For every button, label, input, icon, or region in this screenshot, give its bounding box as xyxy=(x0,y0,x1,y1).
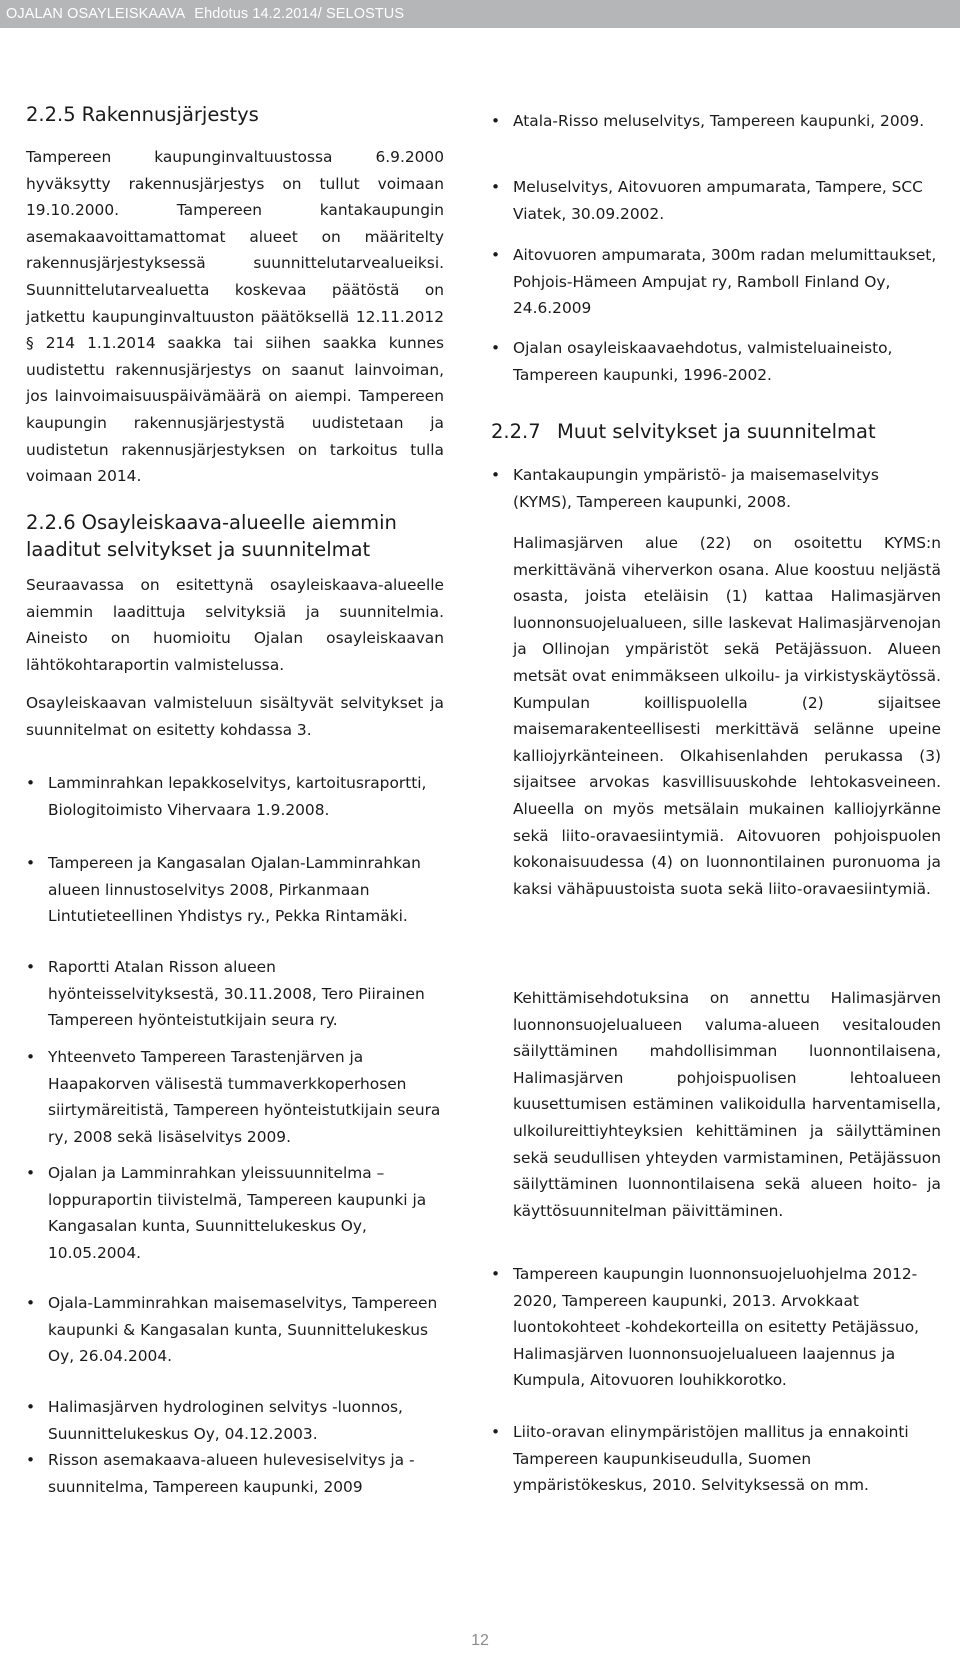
list-item xyxy=(26,954,444,1034)
bullet-icon: • xyxy=(26,1451,36,1469)
list-item xyxy=(26,1447,444,1500)
bullet-icon: • xyxy=(26,958,36,976)
header-title: OJALAN OSAYLEISKAAVA xyxy=(6,6,186,22)
section-heading-2-2-7 xyxy=(491,418,941,445)
list-item-text: Ojalan osayleiskaavaehdotus, valmisteluaineisto, Tampereen kaupunki, 1996-2002. xyxy=(513,339,893,384)
list-item-text: Meluselvitys, Aitovuoren ampumarata, Tampere, SCC Viatek, 30.09.2002. xyxy=(513,178,923,223)
page-number: 12 xyxy=(471,1632,489,1649)
list-item xyxy=(26,1160,444,1266)
list-item-text: Tampereen ja Kangasalan Ojalan-Lamminrahkan alueen linnustoselvitys 2008, Pirkanmaan Lintutieteellinen Yhdistys ry., Pekka Rintamäki. xyxy=(48,854,421,926)
bullet-icon: • xyxy=(491,339,501,357)
list-item-text: Lamminrahkan lepakkoselvitys, kartoitusraportti, Biologitoimisto Vihervaara 1.9.2008. xyxy=(48,774,427,819)
section-title: Rakennusjärjestys xyxy=(81,103,259,126)
section-title: Osayleiskaava-alueelle aiemmin laaditut selvitykset ja suunnitelmat xyxy=(26,511,397,561)
list-item xyxy=(491,1419,941,1499)
bullet-icon: • xyxy=(491,112,501,130)
running-header xyxy=(0,0,960,28)
bullet-icon: • xyxy=(491,466,501,484)
list-item-text: Atala-Risso meluselvitys, Tampereen kaupunki, 2009. xyxy=(513,112,925,130)
section-2-2-6-paragraph-2: Osayleiskaavan valmisteluun sisältyvät selvitykset ja suunnitelmat on esitetty kohdassa 3. xyxy=(26,694,444,739)
list-item xyxy=(26,770,444,823)
list-item-text: Kantakaupungin ympäristö- ja maisemaselvitys (KYMS), Tampereen kaupunki, 2008. xyxy=(513,466,879,511)
section-number: 2.2.7 xyxy=(491,420,541,443)
list-item xyxy=(491,1261,941,1394)
bullet-icon: • xyxy=(26,774,36,792)
list-item-text: Risson asemakaava-alueen hulevesiselvitys ja -suunnitelma, Tampereen kaupunki, 2009 xyxy=(48,1451,415,1496)
bullet-icon: • xyxy=(26,854,36,872)
list-item xyxy=(26,1290,444,1370)
section-2-2-6-paragraph-1: Seuraavassa on esitettynä osayleiskaava-alueelle aiemmin laadittuja selvityksiä ja suunnitelmia. Aineisto on huomioitu Ojalan osayleiskaavan lähtökohtaraportin valmistelussa. xyxy=(26,576,444,674)
list-item xyxy=(26,1394,444,1447)
header-subtitle: Ehdotus 14.2.2014/ SELOSTUS xyxy=(194,6,405,22)
bullet-icon: • xyxy=(491,1265,501,1283)
section-title: Muut selvitykset ja suunnitelmat xyxy=(557,420,876,443)
list-item-text: Yhteenveto Tampereen Tarastenjärven ja Haapakorven välisestä tummaverkkoperhosen siirtymäreitistä, Tampereen hyönteistutkijain seura ry, 2008 sekä lisäselvitys 2009. xyxy=(48,1048,441,1146)
list-item-text: Halimasjärven hydrologinen selvitys -luonnos, Suunnittelukeskus Oy, 04.12.2003. xyxy=(48,1398,403,1443)
bullet-icon: • xyxy=(491,178,501,196)
bullet-icon: • xyxy=(26,1294,36,1312)
bullet-icon: • xyxy=(491,246,501,264)
list-item xyxy=(491,335,941,388)
kyms-paragraph-2: Kehittämisehdotuksina on annettu Halimasjärven luonnonsuojelualueen valuma-alueen vesitalouden säilyttäminen mahdollisimman luonnontilaisena, Halimasjärven pohjoispuolisen lehtoalueen kuusettumisen estäminen valikoidulla harventamisella, ulkoilureittiyhteyksien kehittäminen ja säilyttäminen sekä seudullisen yhteyden varmistaminen, Petäjässuon säilyttäminen luonnontilaisena sekä alueen hoito- ja käyttösuunnitelman päivittäminen. xyxy=(513,989,941,1220)
bullet-icon: • xyxy=(491,1423,501,1441)
list-item xyxy=(26,850,444,930)
bullet-icon: • xyxy=(26,1164,36,1182)
list-item xyxy=(491,108,941,135)
list-item-text: Liito-oravan elinympäristöjen mallitus ja ennakointi Tampereen kaupunkiseudulla, Suomen ympäristökeskus, 2010. Selvityksessä on mm. xyxy=(513,1423,909,1495)
list-item xyxy=(491,462,941,515)
list-item-text: Tampereen kaupungin luonnonsuojeluohjelma 2012-2020, Tampereen kaupunki, 2013. Arvokkaat luontokohteet -kohdekorteilla on esitetty Petäjässuo, Halimasjärven luonnonsuojelualueen laajennus ja Kumpula, Aitovuoren louhikkorotko. xyxy=(513,1265,920,1390)
list-item xyxy=(491,174,941,227)
list-item xyxy=(491,242,941,322)
kyms-paragraph-1: Halimasjärven alue (22) on osoitettu KYMS:n merkittävänä viherverkon osana. Alue koostuu neljästä osasta, joista eteläisin (1) kattaa Halimasjärven luonnonsuojelualueen, sille laskevat Halimasjärvenojan ja Ollinojan ympäristöt sekä Petäjässuon. Alueen metsät ovat enimmäkseen ulkoilu- ja virkistyskäytössä. Kumpulan koillispuolella (2) sijaitsee maisemarakenteellisesti merkittävä selänne upeine kalliojyrkänteineen. Olkahisenlahden perukassa (3) sijaitsee arvokas kasvillisuuskohde lehtokasveineen. Alueella on myös metsälain mukainen kalliojyrkänne sekä liito-oravaesiintymiä. Aitovuoren pohjoispuolen kokonaisuudessa (4) on luonnontilainen puronuoma ja kaksi vähäpuustoista suota sekä liito-oravaesiintymiä. xyxy=(513,534,941,898)
bullet-icon: • xyxy=(26,1398,36,1416)
section-heading-2-2-5 xyxy=(26,101,444,128)
section-heading-2-2-6 xyxy=(26,509,444,563)
list-item xyxy=(26,1044,444,1150)
bullet-icon: • xyxy=(26,1048,36,1066)
section-number: 2.2.5 xyxy=(26,103,76,126)
list-item-text: Ojalan ja Lamminrahkan yleissuunnitelma – loppuraportin tiivistelmä, Tampereen kaupunki ja Kangasalan kunta, Suunnittelukeskus Oy, 10.05.2004. xyxy=(48,1164,427,1262)
section-number: 2.2.6 xyxy=(26,511,76,534)
section-2-2-5-paragraph: Tampereen kaupunginvaltuustossa 6.9.2000 hyväksytty rakennusjärjestys on tullut voimaan 19.10.2000. Tampereen kantakaupungin asemakaavoittamattomat alueet on määritelty rakennusjärjestyksessä suunnittelutarvealueiksi. Suunnittelutarvealuetta koskevaa päätöstä on jatkettu kaupunginvaltuuston päätöksellä 12.11.2012 § 214 1.1.2014 saakka tai siihen saakka kunnes uudistettu rakennusjärjestys on saanut lainvoiman, jos lainvoimaisuuspäivämäärä on aiempi. Tampereen kaupungin rakennusjärjestystä uudistetaan ja uudistetun rakennusjärjestyksen on tarkoitus tulla voimaan 2014. xyxy=(26,148,444,486)
list-item-text: Ojala-Lamminrahkan maisemaselvitys, Tampereen kaupunki & Kangasalan kunta, Suunnittelukeskus Oy, 26.04.2004. xyxy=(48,1294,438,1366)
list-item-text: Raportti Atalan Risson alueen hyönteisselvityksestä, 30.11.2008, Tero Piirainen Tampereen hyönteistutkijain seura ry. xyxy=(48,958,425,1030)
list-item-text: Aitovuoren ampumarata, 300m radan melumittaukset, Pohjois-Hämeen Ampujat ry, Ramboll Finland Oy, 24.6.2009 xyxy=(513,246,937,318)
